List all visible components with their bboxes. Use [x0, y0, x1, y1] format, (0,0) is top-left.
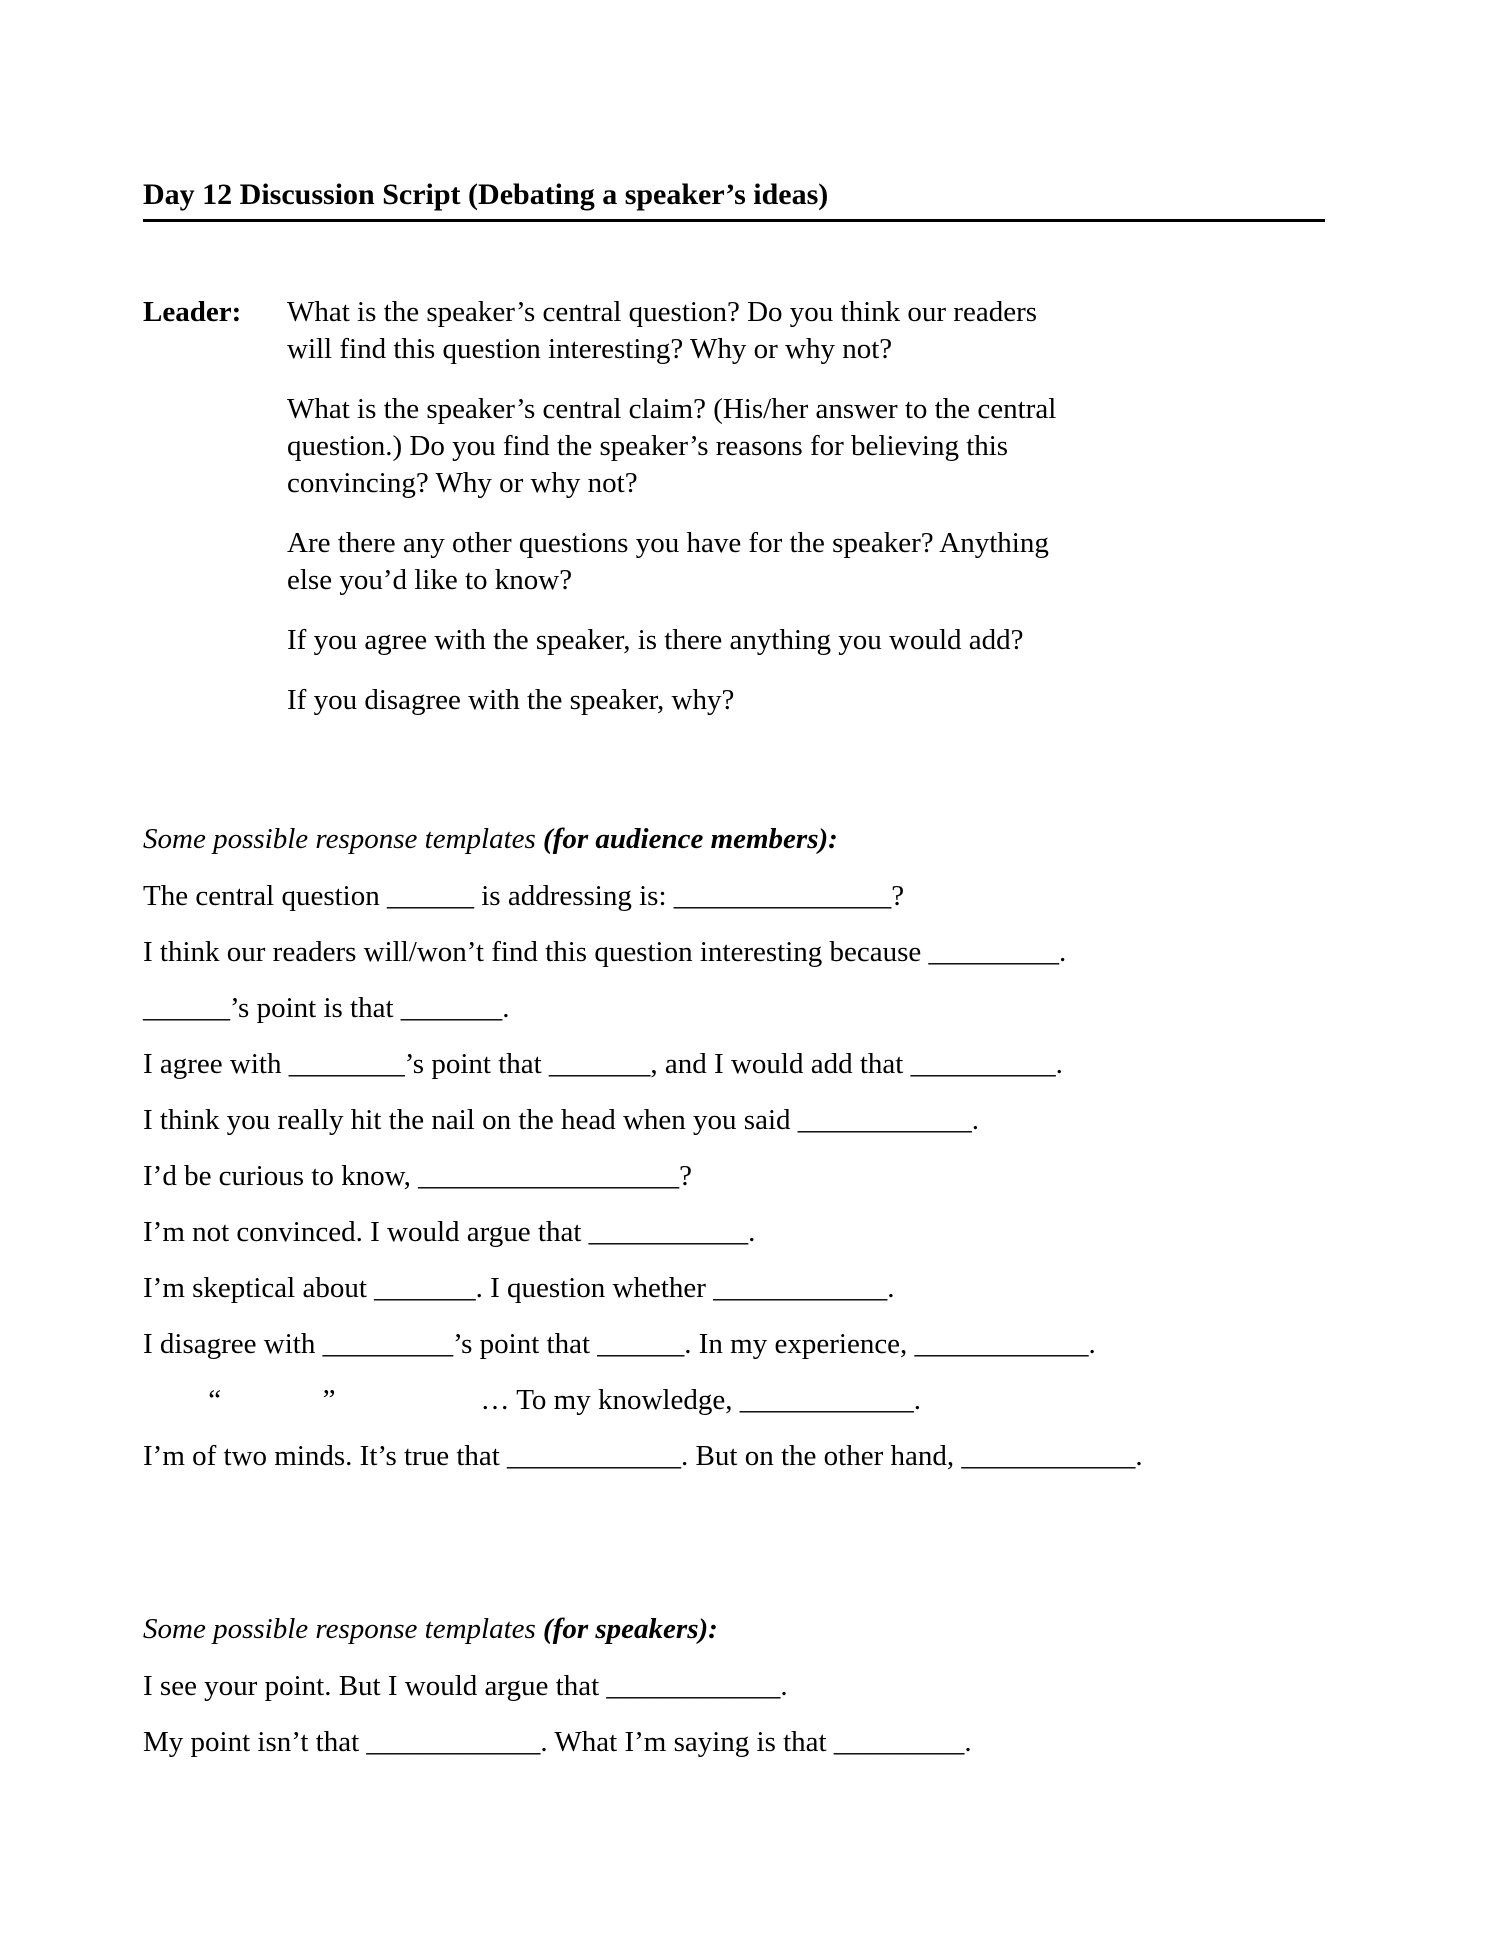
leader-question-paragraph: If you disagree with the speaker, why? [287, 684, 735, 716]
audience-response-template-line: I disagree with _________’s point that ______. In my experience, ____________. [143, 1328, 1096, 1360]
audience-response-template-line: I’d be curious to know, __________________? [143, 1160, 693, 1192]
speaker-heading-emphasis: (for speakers): [543, 1613, 718, 1645]
leader-questions [287, 294, 1079, 742]
audience-response-template-line: ______’s point is that _______. [143, 992, 510, 1024]
audience-response-template-line: I’m skeptical about _______. I question whether ____________. [143, 1272, 895, 1304]
leader-question-paragraph: What is the speaker’s central claim? (His/her answer to the central question.) Do you find the speaker’s reasons for believing this convincing? Why or why not? [287, 393, 1057, 499]
speaker-response-template-line: I see your point. But I would argue that ____________. [143, 1670, 788, 1702]
leader-question-paragraph: If you agree with the speaker, is there anything you would add? [287, 624, 1024, 656]
audience-heading-prefix: Some possible response templates [143, 823, 544, 855]
document-title: Day 12 Discussion Script (Debating a speaker’s ideas) [143, 180, 1325, 222]
audience-template-list [143, 878, 1360, 1475]
audience-response-template-line: “ ” … To my knowledge, ____________. [143, 1384, 921, 1416]
audience-response-template-line: I’m of two minds. It’s true that ____________. But on the other hand, ____________. [143, 1440, 1143, 1472]
audience-response-template-line: The central question ______ is addressing is: _______________? [143, 880, 905, 912]
leader-label: Leader: [143, 296, 242, 328]
audience-response-template-line: I’m not convinced. I would argue that ___________. [143, 1216, 756, 1248]
audience-response-template-line: I think you really hit the nail on the head when you said ____________. [143, 1104, 980, 1136]
audience-response-template-line: I agree with ________’s point that _______, and I would add that __________. [143, 1048, 1063, 1080]
speaker-template-list [143, 1668, 1360, 1761]
audience-response-template-line: I think our readers will/won’t find this question interesting because _________. [143, 936, 1067, 968]
speaker-heading-prefix: Some possible response templates [143, 1613, 544, 1645]
leader-question-paragraph: What is the speaker’s central question? Do you think our readers will find this question interesting? Why or why not? [287, 296, 1038, 365]
speaker-response-template-line: My point isn’t that ____________. What I’m saying is that _________. [143, 1726, 972, 1758]
leader-question-paragraph: Are there any other questions you have for the speaker? Anything else you’d like to know? [287, 527, 1049, 596]
speaker-templates-heading [143, 1611, 1360, 1648]
audience-heading-emphasis: (for audience members): [543, 823, 838, 855]
leader-section [143, 294, 1360, 742]
audience-templates-heading [143, 821, 1360, 858]
